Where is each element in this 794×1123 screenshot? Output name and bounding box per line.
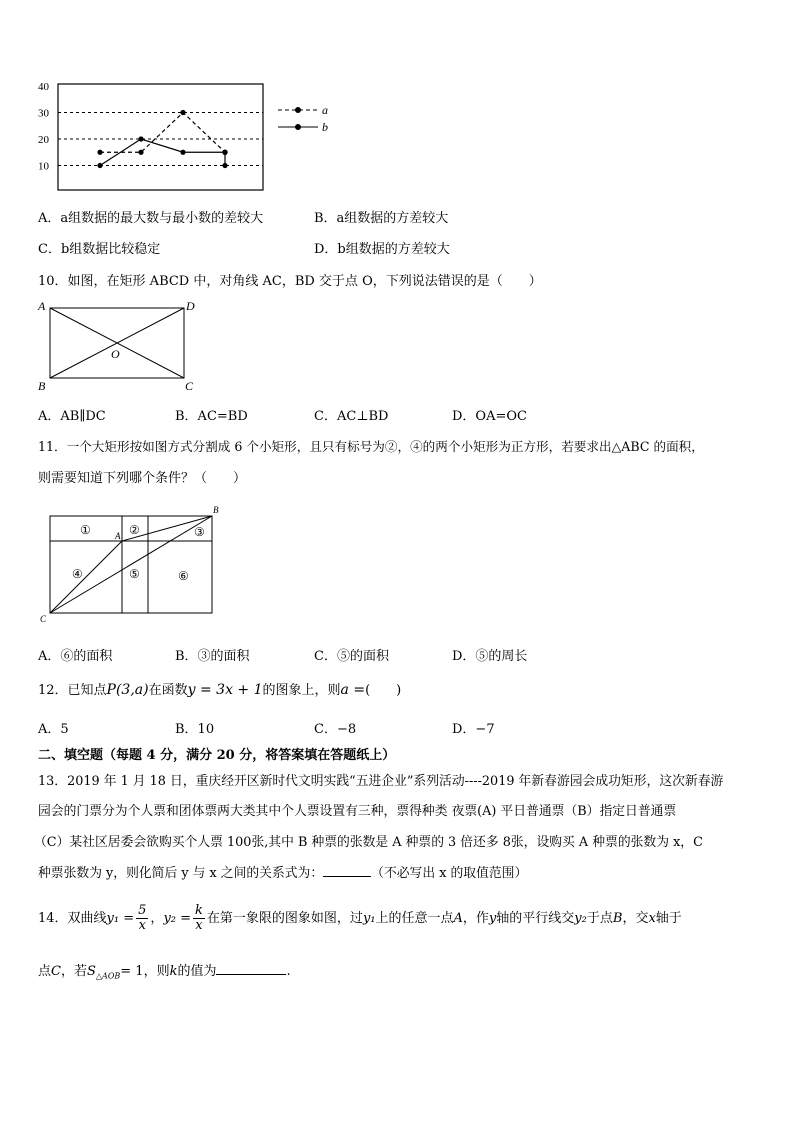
q13-line4a: 种票张数为 y，则化简后 y 与 x 之间的关系式为： bbox=[38, 866, 324, 881]
q14-end: . bbox=[286, 964, 291, 979]
series-b-line bbox=[100, 139, 225, 166]
q14-y2: y₂ = bbox=[163, 911, 192, 926]
q14-line1 bbox=[38, 902, 682, 936]
region-2: ② bbox=[129, 523, 140, 537]
y-tick-label: 10 bbox=[38, 160, 49, 173]
q9-option-b: B．a组数据的方差较大 bbox=[314, 211, 449, 226]
label-d: D bbox=[186, 299, 195, 313]
divided-rectangle-figure bbox=[38, 502, 228, 624]
q10-option-d: D．OA=OC bbox=[452, 409, 527, 424]
q12-option-a: A．5 bbox=[38, 722, 69, 737]
label-a: A bbox=[38, 299, 46, 313]
q13-line2: 园会的门票分为个人票和团体票两大类其中个人票设置有三种，票得种类 夜票(A) 平日普通票（B）指定日普通票 bbox=[38, 804, 677, 819]
q14-rest4: 轴的平行线交 bbox=[496, 911, 575, 926]
q11-option-c: C．⑤的面积 bbox=[314, 649, 389, 664]
q11-option-b: B．③的面积 bbox=[175, 649, 250, 664]
label-c: C bbox=[185, 379, 194, 393]
region-1: ① bbox=[80, 523, 91, 537]
q14-l2c: ，则 bbox=[143, 964, 170, 979]
series-b-point bbox=[97, 163, 102, 168]
q11-line1: 11．一个大矩形按如图方式分割成 6 个小矩形，且只有标号为②，④的两个小矩形为正方形，若要求出△ABC 的面积， bbox=[38, 439, 704, 454]
q14-rest7: 轴于 bbox=[655, 911, 682, 926]
answer-blank[interactable] bbox=[323, 875, 371, 877]
q12-func: y = 3x + 1 bbox=[187, 682, 263, 698]
q14-eq: = 1 bbox=[120, 964, 144, 979]
q14-y1b: y₁ bbox=[362, 911, 376, 926]
q13-line1: 13．2019 年 1 月 18 日，重庆经开区新时代文明实践“五进企业”系列活动----2019 年新春游园会成功矩形，这次新春游 bbox=[38, 774, 724, 789]
q12-prefix: 12．已知点 bbox=[38, 683, 107, 698]
q14-rest3: ，作 bbox=[462, 911, 489, 926]
label-b: B bbox=[38, 379, 46, 393]
label-o: O bbox=[111, 347, 120, 361]
q14-S: S bbox=[86, 964, 96, 979]
q9-option-a: A．a组数据的最大数与最小数的差较大 bbox=[38, 211, 264, 226]
q14-Ssub: △AOB bbox=[95, 971, 121, 981]
region-3: ③ bbox=[194, 525, 205, 539]
fraction-5-over-x bbox=[136, 904, 148, 933]
q14-yv: y bbox=[488, 911, 497, 926]
q14-y1: y₁ = bbox=[106, 911, 135, 926]
q9-option-d: D．b组数据的方差较大 bbox=[314, 242, 450, 257]
series-a-point bbox=[180, 110, 185, 115]
q14-l2d: 的值为 bbox=[177, 964, 217, 979]
f1-num: 5 bbox=[138, 903, 147, 918]
q12-option-d: D．−7 bbox=[452, 722, 495, 737]
chart-legend bbox=[278, 103, 328, 134]
q12-tail: 的图象上，则 bbox=[262, 683, 341, 698]
q14-l2a: 点 bbox=[38, 964, 52, 979]
q14-num: 14．双曲线 bbox=[38, 911, 107, 926]
f2-den: x bbox=[195, 918, 203, 933]
section-heading: 二、填空题（每题 4 分，满分 20 分，将答案填在答题纸上） bbox=[38, 748, 396, 763]
q10-text: 10．如图，在矩形 ABCD 中，对角线 AC，BD 交于点 O，下列说法错误的是（ ） bbox=[38, 274, 542, 289]
q14-l2b: ，若 bbox=[60, 964, 87, 979]
y-tick-label: 30 bbox=[38, 107, 49, 120]
q14-rest2: 上的任意一点 bbox=[375, 911, 454, 926]
q13-line4b: （不必写出 x 的取值范围） bbox=[371, 866, 528, 881]
q12-text bbox=[38, 679, 401, 698]
q12-option-b: B．10 bbox=[175, 722, 215, 737]
q14-rest6: ，交 bbox=[622, 911, 649, 926]
q12-paren: ( ) bbox=[365, 683, 402, 698]
q14-line2 bbox=[38, 960, 291, 981]
q9-option-c: C．b组数据比较稳定 bbox=[38, 242, 161, 257]
f2-num: k bbox=[195, 903, 203, 918]
legend-marker-b bbox=[295, 124, 301, 130]
legend-label-a: a bbox=[322, 103, 328, 117]
q11-option-d: D．⑤的周长 bbox=[452, 649, 528, 664]
q14-xv: x bbox=[648, 911, 656, 926]
q12-option-c: C．−8 bbox=[314, 722, 357, 737]
answer-blank[interactable] bbox=[216, 973, 286, 975]
series-b-point bbox=[180, 150, 185, 155]
q10-option-c: C．AC⊥BD bbox=[314, 409, 389, 424]
q14-C: C bbox=[51, 964, 61, 979]
region-4: ④ bbox=[72, 567, 83, 581]
q11-line2: 则需要知道下列哪个条件？（ ） bbox=[38, 471, 247, 486]
chart-frame bbox=[58, 84, 263, 190]
q14-A: A bbox=[453, 911, 463, 926]
q14-y2b: y₂ bbox=[574, 911, 587, 926]
y-tick-label: 40 bbox=[38, 81, 49, 93]
fraction-k-over-x bbox=[193, 904, 205, 933]
series-b-point bbox=[222, 150, 227, 155]
q14-B: B bbox=[612, 911, 623, 926]
label-b: B bbox=[213, 505, 219, 515]
series-b-point bbox=[138, 136, 143, 141]
q14-comma: ， bbox=[150, 911, 164, 926]
q14-k: k bbox=[169, 964, 178, 979]
q14-rest1: 在第一象限的图象如图，过 bbox=[206, 911, 363, 926]
line-chart bbox=[30, 80, 350, 200]
series-a-point bbox=[97, 150, 102, 155]
q12-ask: a = bbox=[340, 682, 366, 698]
y-tick-label: 20 bbox=[38, 134, 49, 146]
q10-option-b: B．AC=BD bbox=[175, 409, 248, 424]
q11-option-a: A．⑥的面积 bbox=[38, 649, 113, 664]
legend-marker-a bbox=[295, 107, 301, 113]
series-a-point bbox=[138, 150, 143, 155]
legend-label-b: b bbox=[322, 120, 328, 134]
q12-mid: 在函数 bbox=[148, 683, 188, 698]
q13-line4 bbox=[38, 862, 527, 881]
region-5: ⑤ bbox=[129, 567, 140, 581]
f1-den: x bbox=[138, 918, 146, 933]
q13-line3: （C）某社区居委会欲购买个人票 100张,其中 B 种票的张数是 A 种票的 3 倍还多 8张，设购买 A 种票的张数为 x，C bbox=[34, 835, 703, 850]
region-6: ⑥ bbox=[178, 569, 189, 583]
label-c: C bbox=[40, 614, 47, 624]
q10-option-a: A．AB∥DC bbox=[38, 409, 106, 424]
q14-rest5: 于点 bbox=[586, 911, 613, 926]
q12-point: P(3,a) bbox=[106, 682, 149, 698]
label-a: A bbox=[115, 531, 121, 541]
rectangle-abcd-figure bbox=[34, 296, 204, 396]
series-b-point bbox=[222, 163, 227, 168]
